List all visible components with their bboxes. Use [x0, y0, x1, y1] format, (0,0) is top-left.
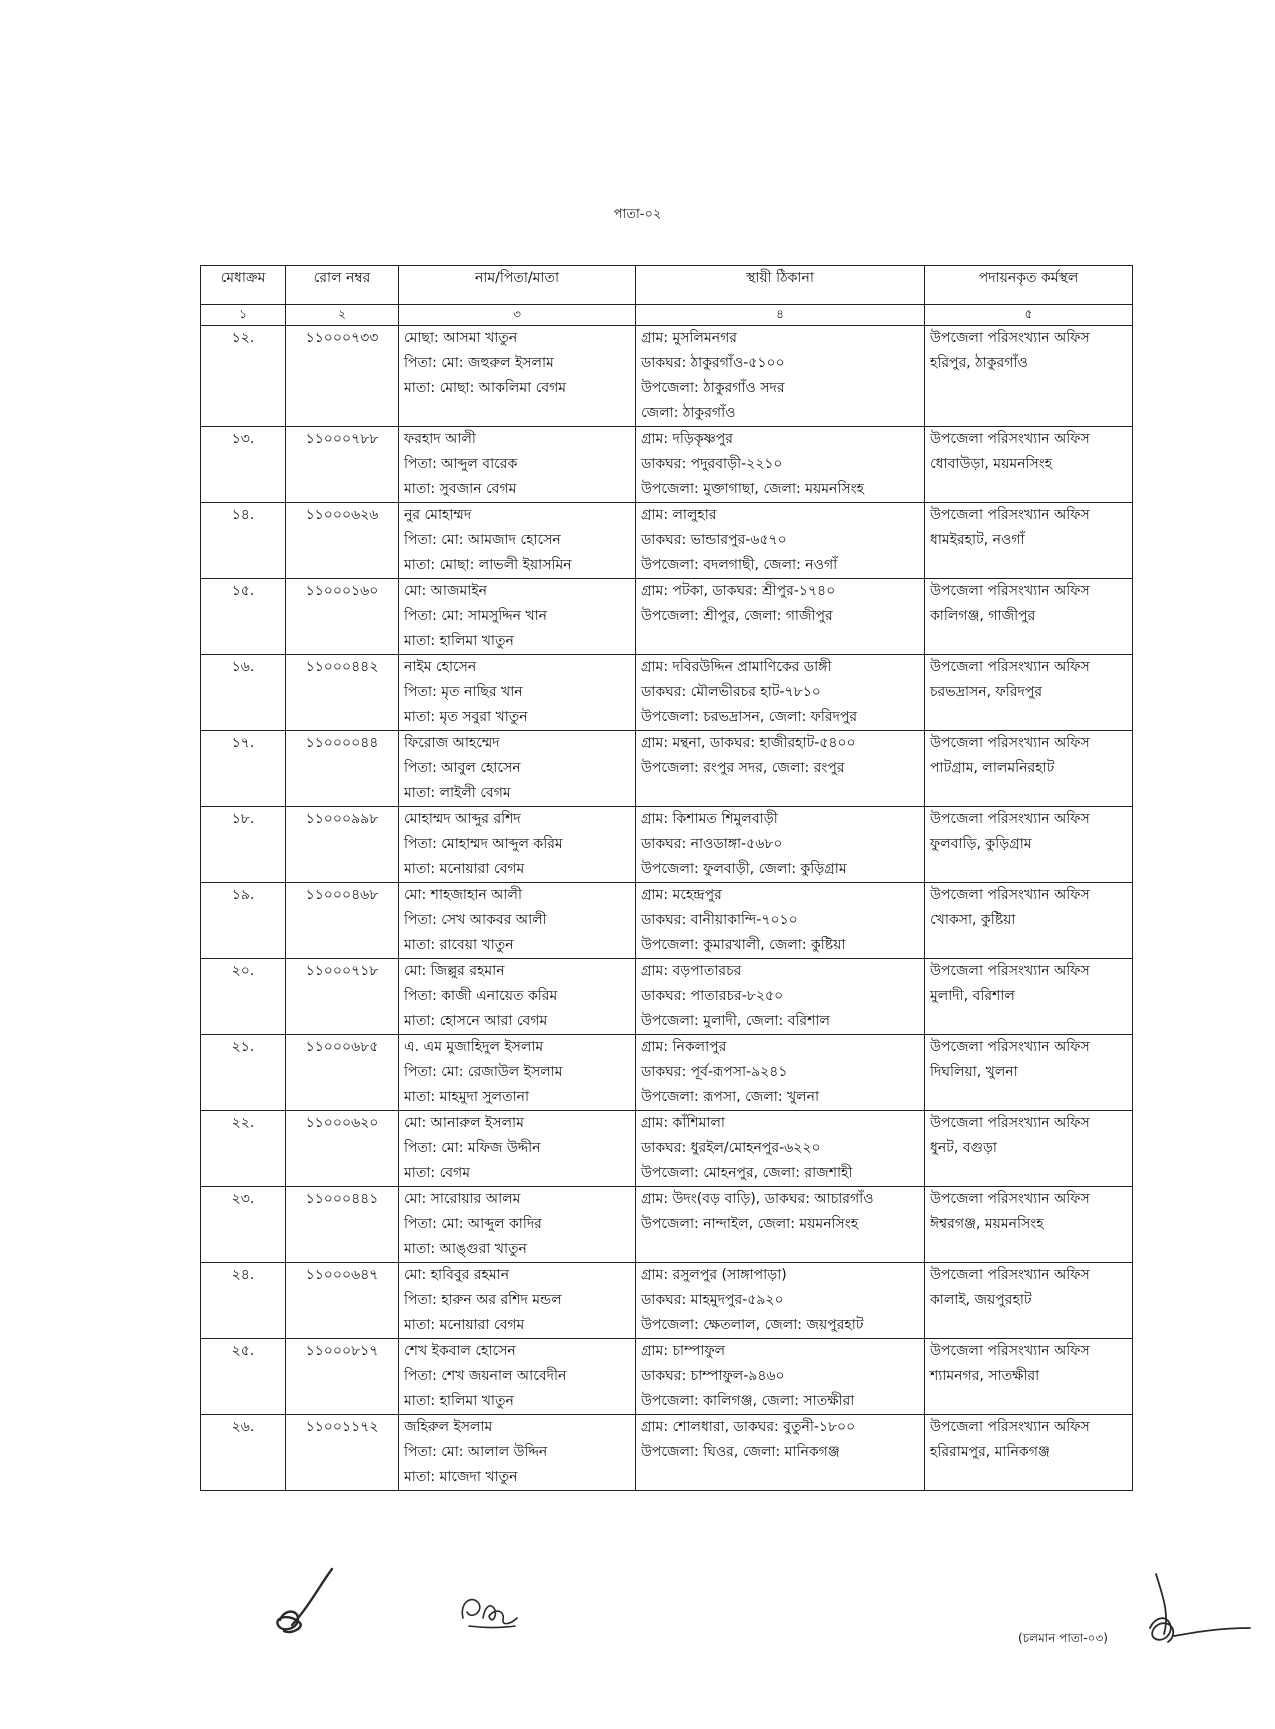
name-line: মাতা: লাইলী বেগম	[404, 785, 511, 801]
roll-number: ১১০০০৬৮৫	[286, 1035, 399, 1111]
address-line: ডাকঘর: মৌলভীরচর হাট-৭৮১০	[641, 684, 821, 700]
posting-cell	[925, 1035, 1133, 1111]
address-cell	[636, 1035, 925, 1111]
posting-line: উপজেলা পরিসংখ্যান অফিস	[930, 1419, 1090, 1435]
address-cell	[636, 1263, 925, 1339]
posting-line: উপজেলা পরিসংখ্যান অফিস	[930, 1039, 1090, 1055]
posting-line: ধুনট, বগুড়া	[930, 1140, 997, 1156]
name-line: পিতা: আবুল হোসেন	[404, 760, 521, 776]
posting-cell	[925, 807, 1133, 883]
posting-cell	[925, 427, 1133, 503]
address-line: গ্রাম: বড়পাতারচর	[641, 963, 742, 979]
name-cell	[399, 807, 636, 883]
table-row	[201, 959, 1133, 1035]
name-cell	[399, 1111, 636, 1187]
name-line: মাতা: হালিমা খাতুন	[404, 633, 514, 649]
roll-number: ১১০০০৭৩৩	[286, 326, 399, 427]
name-cell	[399, 883, 636, 959]
table-row	[201, 731, 1133, 807]
table-row	[201, 807, 1133, 883]
merit-serial: ১৭.	[201, 731, 286, 807]
name-line: মো: আনারুল ইসলাম	[404, 1115, 524, 1131]
name-line: মো: সারোয়ার আলম	[404, 1191, 521, 1207]
address-line: উপজেলা: কালিগঞ্জ, জেলা: সাতক্ষীরা	[641, 1393, 855, 1409]
roll-number: ১১০০০৭১৮	[286, 959, 399, 1035]
column-number: ৫	[925, 305, 1133, 326]
posting-line: উপজেলা পরিসংখ্যান অফিস	[930, 735, 1090, 751]
address-cell	[636, 427, 925, 503]
address-cell	[636, 731, 925, 807]
table-row	[201, 1263, 1133, 1339]
name-cell	[399, 1263, 636, 1339]
posting-cell	[925, 1263, 1133, 1339]
roll-number: ১১০০০৬২৬	[286, 503, 399, 579]
name-line: পিতা: মো: আমজাদ হোসেন	[404, 532, 561, 548]
address-line: উপজেলা: রংপুর সদর, জেলা: রংপুর	[641, 760, 845, 776]
name-line: মো: জিল্লুর রহমান	[404, 963, 505, 979]
address-line: ডাকঘর: মাহমুদপুর-৫৯২০	[641, 1292, 784, 1308]
name-line: মাতা: আঙ্গুরা খাতুন	[404, 1241, 527, 1257]
roll-number: ১১০০০১৬০	[286, 579, 399, 655]
posting-cell	[925, 1339, 1133, 1415]
name-cell	[399, 959, 636, 1035]
posting-line: শ্যামনগর, সাতক্ষীরা	[930, 1368, 1040, 1384]
column-number: ৪	[636, 305, 925, 326]
header-name: নাম/পিতা/মাতা	[399, 266, 636, 305]
address-line: ডাকঘর: চাম্পাফুল-৯৪৬০	[641, 1368, 785, 1384]
name-line: মাতা: মাজেদা খাতুন	[404, 1469, 518, 1485]
address-line: উপজেলা: কুমারখালী, জেলা: কুষ্টিয়া	[641, 937, 846, 953]
address-line: উপজেলা: ফুলবাড়ী, জেলা: কুড়িগ্রাম	[641, 861, 847, 877]
posting-cell	[925, 1187, 1133, 1263]
address-cell	[636, 326, 925, 427]
name-line: পিতা: সেখ আকবর আলী	[404, 912, 547, 928]
merit-serial: ১৬.	[201, 655, 286, 731]
roll-number: ১১০০০৪৪২	[286, 655, 399, 731]
address-line: গ্রাম: মুসলিমনগর	[641, 330, 737, 346]
name-cell	[399, 1035, 636, 1111]
address-line: উপজেলা: চরভদ্রাসন, জেলা: ফরিদপুর	[641, 709, 858, 725]
name-cell	[399, 1415, 636, 1491]
name-line: ফিরোজ আহম্মেদ	[404, 735, 500, 751]
table-row	[201, 1415, 1133, 1491]
page-label: পাতা-০২	[613, 207, 662, 222]
merit-serial: ১৫.	[201, 579, 286, 655]
name-line: ফরহাদ আলী	[404, 431, 476, 447]
posting-line: উপজেলা পরিসংখ্যান অফিস	[930, 507, 1090, 523]
merit-serial: ১৩.	[201, 427, 286, 503]
posting-line: উপজেলা পরিসংখ্যান অফিস	[930, 659, 1090, 675]
address-line: ডাকঘর: নাওডাঙ্গা-৫৬৮০	[641, 836, 783, 852]
name-line: পিতা: মো: সামসুদ্দিন খান	[404, 608, 548, 624]
posting-cell	[925, 883, 1133, 959]
address-cell	[636, 579, 925, 655]
table-row	[201, 579, 1133, 655]
name-cell	[399, 1339, 636, 1415]
posting-cell	[925, 579, 1133, 655]
posting-line: উপজেলা পরিসংখ্যান অফিস	[930, 811, 1090, 827]
column-number: ১	[201, 305, 286, 326]
address-line: গ্রাম: দবিরউদ্দিন প্রামাণিকের ডাঙ্গী	[641, 659, 832, 675]
address-line: গ্রাম: পটকা, ডাকঘর: শ্রীপুর-১৭৪০	[641, 583, 836, 599]
column-number: ৩	[399, 305, 636, 326]
address-line: গ্রাম: কিশামত শিমুলবাড়ী	[641, 811, 778, 827]
header-address: স্থায়ী ঠিকানা	[636, 266, 925, 305]
merit-serial: ১২.	[201, 326, 286, 427]
address-cell	[636, 1415, 925, 1491]
signature-1	[270, 1565, 340, 1640]
posting-line: ফুলবাড়ি, কুড়িগ্রাম	[930, 836, 1032, 852]
posting-cell	[925, 1415, 1133, 1491]
posting-line: উপজেলা পরিসংখ্যান অফিস	[930, 1343, 1090, 1359]
roll-number: ১১০০০০৪৪	[286, 731, 399, 807]
table-row	[201, 1339, 1133, 1415]
name-line: জহিরুল ইসলাম	[404, 1419, 493, 1435]
name-line: এ. এম মুজাহিদুল ইসলাম	[404, 1039, 544, 1055]
name-line: পিতা: শেখ জয়নাল আবেদীন	[404, 1368, 567, 1384]
posting-cell	[925, 326, 1133, 427]
address-line: ডাকঘর: বানীয়াকান্দি-৭০১০	[641, 912, 798, 928]
address-line: ডাকঘর: ধুরইল/মোহনপুর-৬২২০	[641, 1140, 821, 1156]
posting-line: ধামইরহাট, নওগাঁ	[930, 532, 1025, 548]
merit-serial: ২২.	[201, 1111, 286, 1187]
address-cell	[636, 655, 925, 731]
name-cell	[399, 731, 636, 807]
address-line: ডাকঘর: পূর্ব-রূপসা-৯২৪১	[641, 1064, 788, 1080]
name-cell	[399, 1187, 636, 1263]
name-line: নাইম হোসেন	[404, 659, 477, 675]
address-line: গ্রাম: নিকলাপুর	[641, 1039, 727, 1055]
posting-cell	[925, 959, 1133, 1035]
address-line: ডাকঘর: পাতারচর-৮২৫০	[641, 988, 784, 1004]
address-line: উপজেলা: রূপসা, জেলা: খুলনা	[641, 1089, 820, 1105]
posting-line: উপজেলা পরিসংখ্যান অফিস	[930, 583, 1090, 599]
name-line: পিতা: মোহাম্মদ আব্দুল করিম	[404, 836, 563, 852]
header-row	[201, 266, 1133, 305]
merit-serial: ১৮.	[201, 807, 286, 883]
roll-number: ১১০০০৬২০	[286, 1111, 399, 1187]
posting-cell	[925, 1111, 1133, 1187]
name-line: পিতা: আব্দুল বারেক	[404, 456, 518, 472]
address-line: উপজেলা: ক্ষেতলাল, জেলা: জয়পুরহাট	[641, 1317, 864, 1333]
posting-line: উপজেলা পরিসংখ্যান অফিস	[930, 963, 1090, 979]
address-line: উপজেলা: ঠাকুরগাঁও সদর	[641, 380, 785, 396]
address-cell	[636, 807, 925, 883]
address-cell	[636, 959, 925, 1035]
name-line: পিতা: মো: আলাল উদ্দিন	[404, 1444, 548, 1460]
column-number: ২	[286, 305, 399, 326]
name-line: পিতা: মো: আব্দুল কাদির	[404, 1216, 542, 1232]
name-line: মো: হাবিবুর রহমান	[404, 1267, 510, 1283]
address-line: গ্রাম: উদং(বড় বাড়ি), ডাকঘর: আচারগাঁও	[641, 1191, 874, 1207]
address-line: উপজেলা: নান্দাইল, জেলা: ময়মনসিংহ	[641, 1216, 859, 1232]
posting-line: ঈশ্বরগঞ্জ, ময়মনসিংহ	[930, 1216, 1044, 1232]
merit-serial: ২৬.	[201, 1415, 286, 1491]
table-row	[201, 1111, 1133, 1187]
name-line: মাতা: রাবেয়া খাতুন	[404, 937, 514, 953]
address-cell	[636, 883, 925, 959]
address-line: গ্রাম: দড়িকৃষ্ণপুর	[641, 431, 734, 447]
merit-serial: ২৩.	[201, 1187, 286, 1263]
posting-line: উপজেলা পরিসংখ্যান অফিস	[930, 1267, 1090, 1283]
address-line: গ্রাম: মন্থনা, ডাকঘর: হাজীরহাট-৫৪০০	[641, 735, 856, 751]
posting-line: খোকসা, কুষ্টিয়া	[930, 912, 1016, 928]
address-line: ডাকঘর: ঠাকুরগাঁও-৫১০০	[641, 355, 785, 371]
name-line: মাতা: মনোয়ারা বেগম	[404, 861, 525, 877]
name-cell	[399, 503, 636, 579]
roll-number: ১১০০০৪৪১	[286, 1187, 399, 1263]
name-line: পিতা: হারুন অর রশিদ মন্ডল	[404, 1292, 562, 1308]
merit-serial: ২৪.	[201, 1263, 286, 1339]
address-cell	[636, 1111, 925, 1187]
address-cell	[636, 1339, 925, 1415]
name-line: মোহাম্মদ আব্দুর রশিদ	[404, 811, 521, 827]
posting-cell	[925, 655, 1133, 731]
continuation-note: (চলমান পাতা-০৩)	[1018, 1631, 1108, 1645]
address-line: ডাকঘর: পদুরবাড়ী-২২১০	[641, 456, 783, 472]
name-line: পিতা: মো: জহুরুল ইসলাম	[404, 355, 554, 371]
posting-line: হরিপুর, ঠাকুরগাঁও	[930, 355, 1028, 371]
name-line: মাতা: হালিমা খাতুন	[404, 1393, 514, 1409]
address-line: উপজেলা: শ্রীপুর, জেলা: গাজীপুর	[641, 608, 833, 624]
name-line: শেখ ইকবাল হোসেন	[404, 1343, 516, 1359]
name-line: মাতা: মোছা: আকলিমা বেগম	[404, 380, 567, 396]
signature-2	[455, 1588, 525, 1633]
merit-serial: ১৯.	[201, 883, 286, 959]
posting-line: পাটগ্রাম, লালমনিরহাট	[930, 760, 1055, 776]
roster-body	[201, 326, 1133, 1491]
column-number-row	[201, 305, 1133, 326]
posting-line: উপজেলা পরিসংখ্যান অফিস	[930, 330, 1090, 346]
posting-line: কালাই, জয়পুরহাট	[930, 1292, 1032, 1308]
roll-number: ১১০০০৪৬৮	[286, 883, 399, 959]
posting-line: ধোবাউড়া, ময়মনসিংহ	[930, 456, 1053, 472]
name-line: পিতা: মো: মফিজ উদ্দীন	[404, 1140, 541, 1156]
name-line: মাতা: মৃত সবুরা খাতুন	[404, 709, 528, 725]
name-line: মো: শাহজাহান আলী	[404, 887, 522, 903]
posting-line: উপজেলা পরিসংখ্যান অফিস	[930, 1191, 1090, 1207]
address-line: গ্রাম: লালুহার	[641, 507, 717, 523]
merit-serial: ২৫.	[201, 1339, 286, 1415]
name-line: মাতা: বেগম	[404, 1165, 470, 1181]
address-line: জেলা: ঠাকুরগাঁও	[641, 405, 736, 421]
posting-line: চরভদ্রাসন, ফরিদপুর	[930, 684, 1043, 700]
merit-serial: ১৪.	[201, 503, 286, 579]
address-line: গ্রাম: চাম্পাফুল	[641, 1343, 726, 1359]
roll-number: ১১০০০৬৪৭	[286, 1263, 399, 1339]
address-line: উপজেলা: মুক্তাগাছা, জেলা: ময়মনসিংহ	[641, 481, 864, 497]
address-line: উপজেলা: মোহনপুর, জেলা: রাজশাহী	[641, 1165, 853, 1181]
name-cell	[399, 427, 636, 503]
table-row	[201, 883, 1133, 959]
table-row	[201, 1187, 1133, 1263]
address-cell	[636, 503, 925, 579]
roll-number: ১১০০০৭৮৮	[286, 427, 399, 503]
name-line: মো: আজমাইন	[404, 583, 488, 599]
posting-cell	[925, 503, 1133, 579]
name-line: নুর মোহাম্মদ	[404, 507, 472, 523]
address-line: গ্রাম: শোলধারা, ডাকঘর: বুতুনী-১৮০০	[641, 1419, 856, 1435]
merit-serial: ২০.	[201, 959, 286, 1035]
address-line: ডাকঘর: ভান্ডারপুর-৬৫৭০	[641, 532, 787, 548]
name-line: মাতা: মাহমুদা সুলতানা	[404, 1089, 530, 1105]
header-roll: রোল নম্বর	[286, 266, 399, 305]
roster-table-container	[200, 265, 1133, 1491]
posting-line: উপজেলা পরিসংখ্যান অফিস	[930, 431, 1090, 447]
signature-3	[1140, 1570, 1255, 1650]
name-line: মাতা: সুবজান বেগম	[404, 481, 517, 497]
roll-number: ১১০০১১৭২	[286, 1415, 399, 1491]
posting-line: উপজেলা পরিসংখ্যান অফিস	[930, 887, 1090, 903]
roll-number: ১১০০০৯৯৮	[286, 807, 399, 883]
address-line: গ্রাম: কাঁশিমালা	[641, 1115, 725, 1131]
table-row	[201, 655, 1133, 731]
posting-line: দিঘলিয়া, খুলনা	[930, 1064, 1018, 1080]
roll-number: ১১০০০৮১৭	[286, 1339, 399, 1415]
name-cell	[399, 579, 636, 655]
posting-line: মুলাদী, বরিশাল	[930, 988, 1015, 1004]
address-cell	[636, 1187, 925, 1263]
address-line: উপজেলা: ঘিওর, জেলা: মানিকগঞ্জ	[641, 1444, 840, 1460]
roster-table	[200, 265, 1133, 1491]
table-row	[201, 503, 1133, 579]
table-row	[201, 427, 1133, 503]
name-line: মাতা: মোছা: লাভলী ইয়াসমিন	[404, 557, 572, 573]
name-cell	[399, 655, 636, 731]
name-line: পিতা: কাজী এনায়েত করিম	[404, 988, 558, 1004]
name-line: পিতা: মৃত নাছির খান	[404, 684, 523, 700]
name-line: মাতা: হোসনে আরা বেগম	[404, 1013, 548, 1029]
address-line: গ্রাম: রসুলপুর (সাঙ্গাপাড়া)	[641, 1267, 787, 1283]
posting-cell	[925, 731, 1133, 807]
name-line: মোছা: আসমা খাতুন	[404, 330, 518, 346]
header-merit: মেধাক্রম	[201, 266, 286, 305]
merit-serial: ২১.	[201, 1035, 286, 1111]
posting-line: হরিরামপুর, মানিকগঞ্জ	[930, 1444, 1050, 1460]
table-row	[201, 326, 1133, 427]
posting-line: উপজেলা পরিসংখ্যান অফিস	[930, 1115, 1090, 1131]
posting-line: কালিগঞ্জ, গাজীপুর	[930, 608, 1036, 624]
address-line: গ্রাম: মহেন্দ্রপুর	[641, 887, 722, 903]
name-line: মাতা: মনোয়ারা বেগম	[404, 1317, 525, 1333]
address-line: উপজেলা: বদলগাছী, জেলা: নওগাঁ	[641, 557, 838, 573]
name-line: পিতা: মো: রেজাউল ইসলাম	[404, 1064, 563, 1080]
address-line: উপজেলা: মুলাদী, জেলা: বরিশাল	[641, 1013, 830, 1029]
table-row	[201, 1035, 1133, 1111]
header-posting: পদায়নকৃত কর্মস্থল	[925, 266, 1133, 305]
name-cell	[399, 326, 636, 427]
